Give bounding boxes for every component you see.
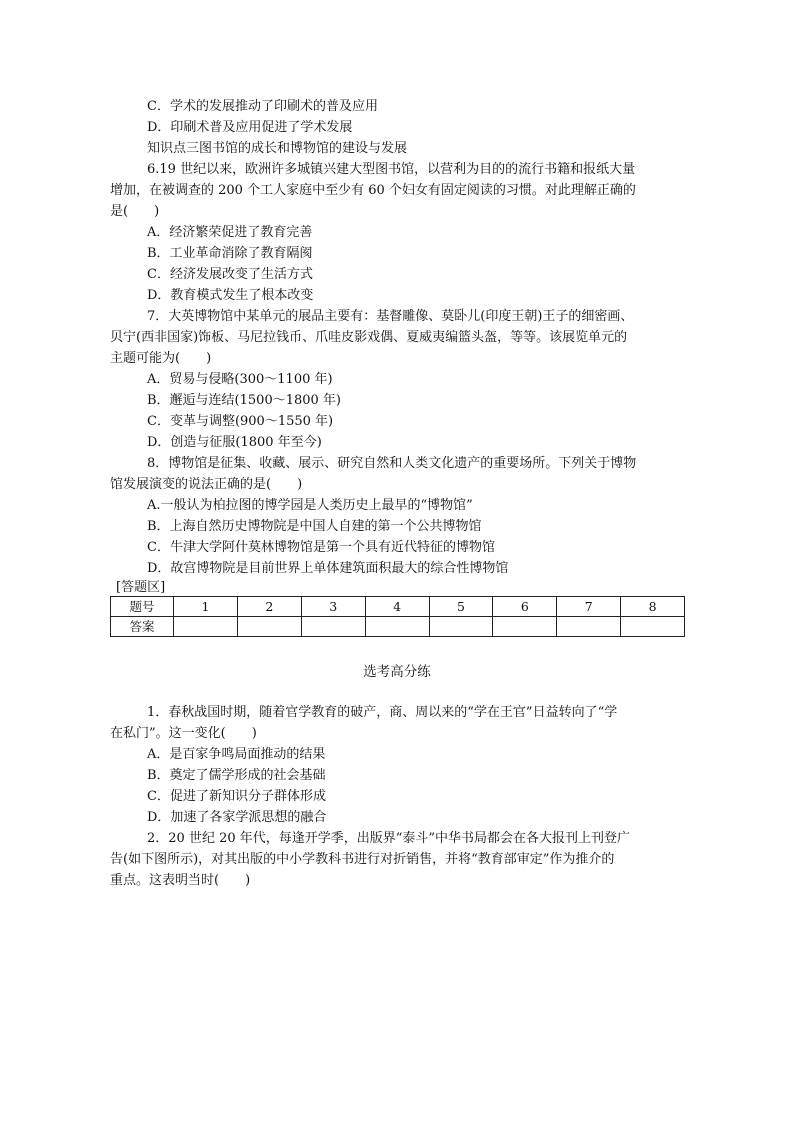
q7-option-c[interactable]: C．变革与调整(900～1550 年) — [147, 414, 334, 429]
q8-option-b[interactable]: B．上海自然历史博物院是中国人自建的第一个公共博物馆 — [147, 519, 482, 534]
q6-option-a[interactable]: A．经济繁荣促进了教育完善 — [147, 225, 313, 240]
q7-option-a[interactable]: A．贸易与侵略(300～1100 年) — [147, 372, 333, 387]
q8-option-a[interactable]: A.一般认为柏拉图的博学园是人类历史上最早的“博物馆” — [147, 498, 473, 513]
answer-input-cell[interactable] — [493, 617, 557, 637]
option-d[interactable]: D．印刷术普及应用促进了学术发展 — [147, 120, 353, 135]
number-cell: 6 — [493, 597, 557, 617]
number-cell: 1 — [174, 597, 238, 617]
answer-header-cell: 答案 — [111, 617, 174, 637]
s2q1-option-d[interactable]: D．加速了各家学派思想的融合 — [147, 810, 327, 825]
q7-option-d[interactable]: D．创造与征服(1800 年至今) — [147, 435, 322, 450]
answer-table — [110, 596, 685, 637]
answer-input-cell[interactable] — [174, 617, 238, 637]
number-cell: 7 — [557, 597, 621, 617]
s2q2-stem-line-3: 重点。这表明当时( ) — [110, 873, 251, 888]
q6-option-c[interactable]: C．经济发展改变了生活方式 — [147, 267, 313, 282]
q7-stem-line-2: 贝宁(西非国家)饰板、马尼拉钱币、爪哇皮影戏偶、夏威夷编篮头盔，等等。该展览单元的 — [110, 330, 628, 345]
q7-stem-line-3: 主题可能为( ) — [110, 351, 212, 366]
answer-input-cell[interactable] — [301, 617, 365, 637]
s2q1-option-a[interactable]: A．是百家争鸣局面推动的结果 — [147, 747, 326, 762]
answer-input-cell[interactable] — [621, 617, 685, 637]
number-cell: 8 — [621, 597, 685, 617]
answer-input-cell[interactable] — [237, 617, 301, 637]
s2q1-option-c[interactable]: C．促进了新知识分子群体形成 — [147, 789, 326, 804]
answer-input-cell[interactable] — [365, 617, 429, 637]
q7-stem-line-1: 7．大英博物馆中某单元的展品主要有：基督雕像、莫卧儿(印度王朝)王子的细密画、 — [147, 309, 634, 324]
number-cell: 4 — [365, 597, 429, 617]
q8-stem-line-2: 馆发展演变的说法正确的是( ) — [110, 477, 303, 492]
s2q2-stem-line-2: 告(如下图所示)，对其出版的中小学教科书进行对折销售，并将“教育部审定”作为推介的 — [110, 852, 615, 867]
answer-table-number-row — [111, 597, 685, 617]
q6-stem-line-2: 增加，在被调查的 200 个工人家庭中至少有 60 个妇女有固定阅读的习惯。对此理解正确的 — [110, 183, 636, 198]
answer-input-cell[interactable] — [557, 617, 621, 637]
s2q1-stem-line-2: 在私门”。这一变化( ) — [110, 726, 257, 741]
knowledge-point-heading: 知识点三图书馆的成长和博物馆的建设与发展 — [147, 141, 408, 156]
q6-option-b[interactable]: B．工业革命消除了教育隔阂 — [147, 246, 313, 261]
q6-option-d[interactable]: D．教育模式发生了根本改变 — [147, 288, 314, 303]
s2q1-stem-line-1: 1．春秋战国时期，随着官学教育的破产，商、周以来的“学在王官”日益转向了“学 — [147, 705, 618, 720]
q8-option-d[interactable]: D．故宫博物院是目前世界上单体建筑面积最大的综合性博物馆 — [147, 561, 509, 576]
number-cell: 3 — [301, 597, 365, 617]
q8-option-c[interactable]: C．牛津大学阿什莫林博物馆是第一个具有近代特征的博物馆 — [147, 540, 495, 555]
answer-input-cell[interactable] — [429, 617, 493, 637]
q6-stem-line-1: 6.19 世纪以来，欧洲许多城镇兴建大型图书馆，以营利为目的的流行书籍和报纸大量 — [147, 162, 636, 177]
answer-area-label: [答题区] — [116, 580, 166, 595]
q6-stem-line-3: 是( ) — [110, 204, 160, 219]
s2q2-stem-line-1: 2．20 世纪 20 年代，每逢开学季，出版界“泰斗”中华书局都会在各大报刊上刊登广 — [147, 831, 631, 846]
answer-table-answer-row — [111, 617, 685, 637]
number-header-cell: 题号 — [111, 597, 174, 617]
number-cell: 2 — [237, 597, 301, 617]
s2q1-option-b[interactable]: B．奠定了儒学形成的社会基础 — [147, 768, 326, 783]
number-cell: 5 — [429, 597, 493, 617]
q7-option-b[interactable]: B．邂逅与连结(1500～1800 年) — [147, 393, 341, 408]
section-title: 选考高分练 — [363, 664, 431, 680]
q8-stem-line-1: 8．博物馆是征集、收藏、展示、研究自然和人类文化遗产的重要场所。下列关于博物 — [147, 456, 637, 471]
option-c[interactable]: C．学术的发展推动了印刷术的普及应用 — [147, 99, 378, 114]
